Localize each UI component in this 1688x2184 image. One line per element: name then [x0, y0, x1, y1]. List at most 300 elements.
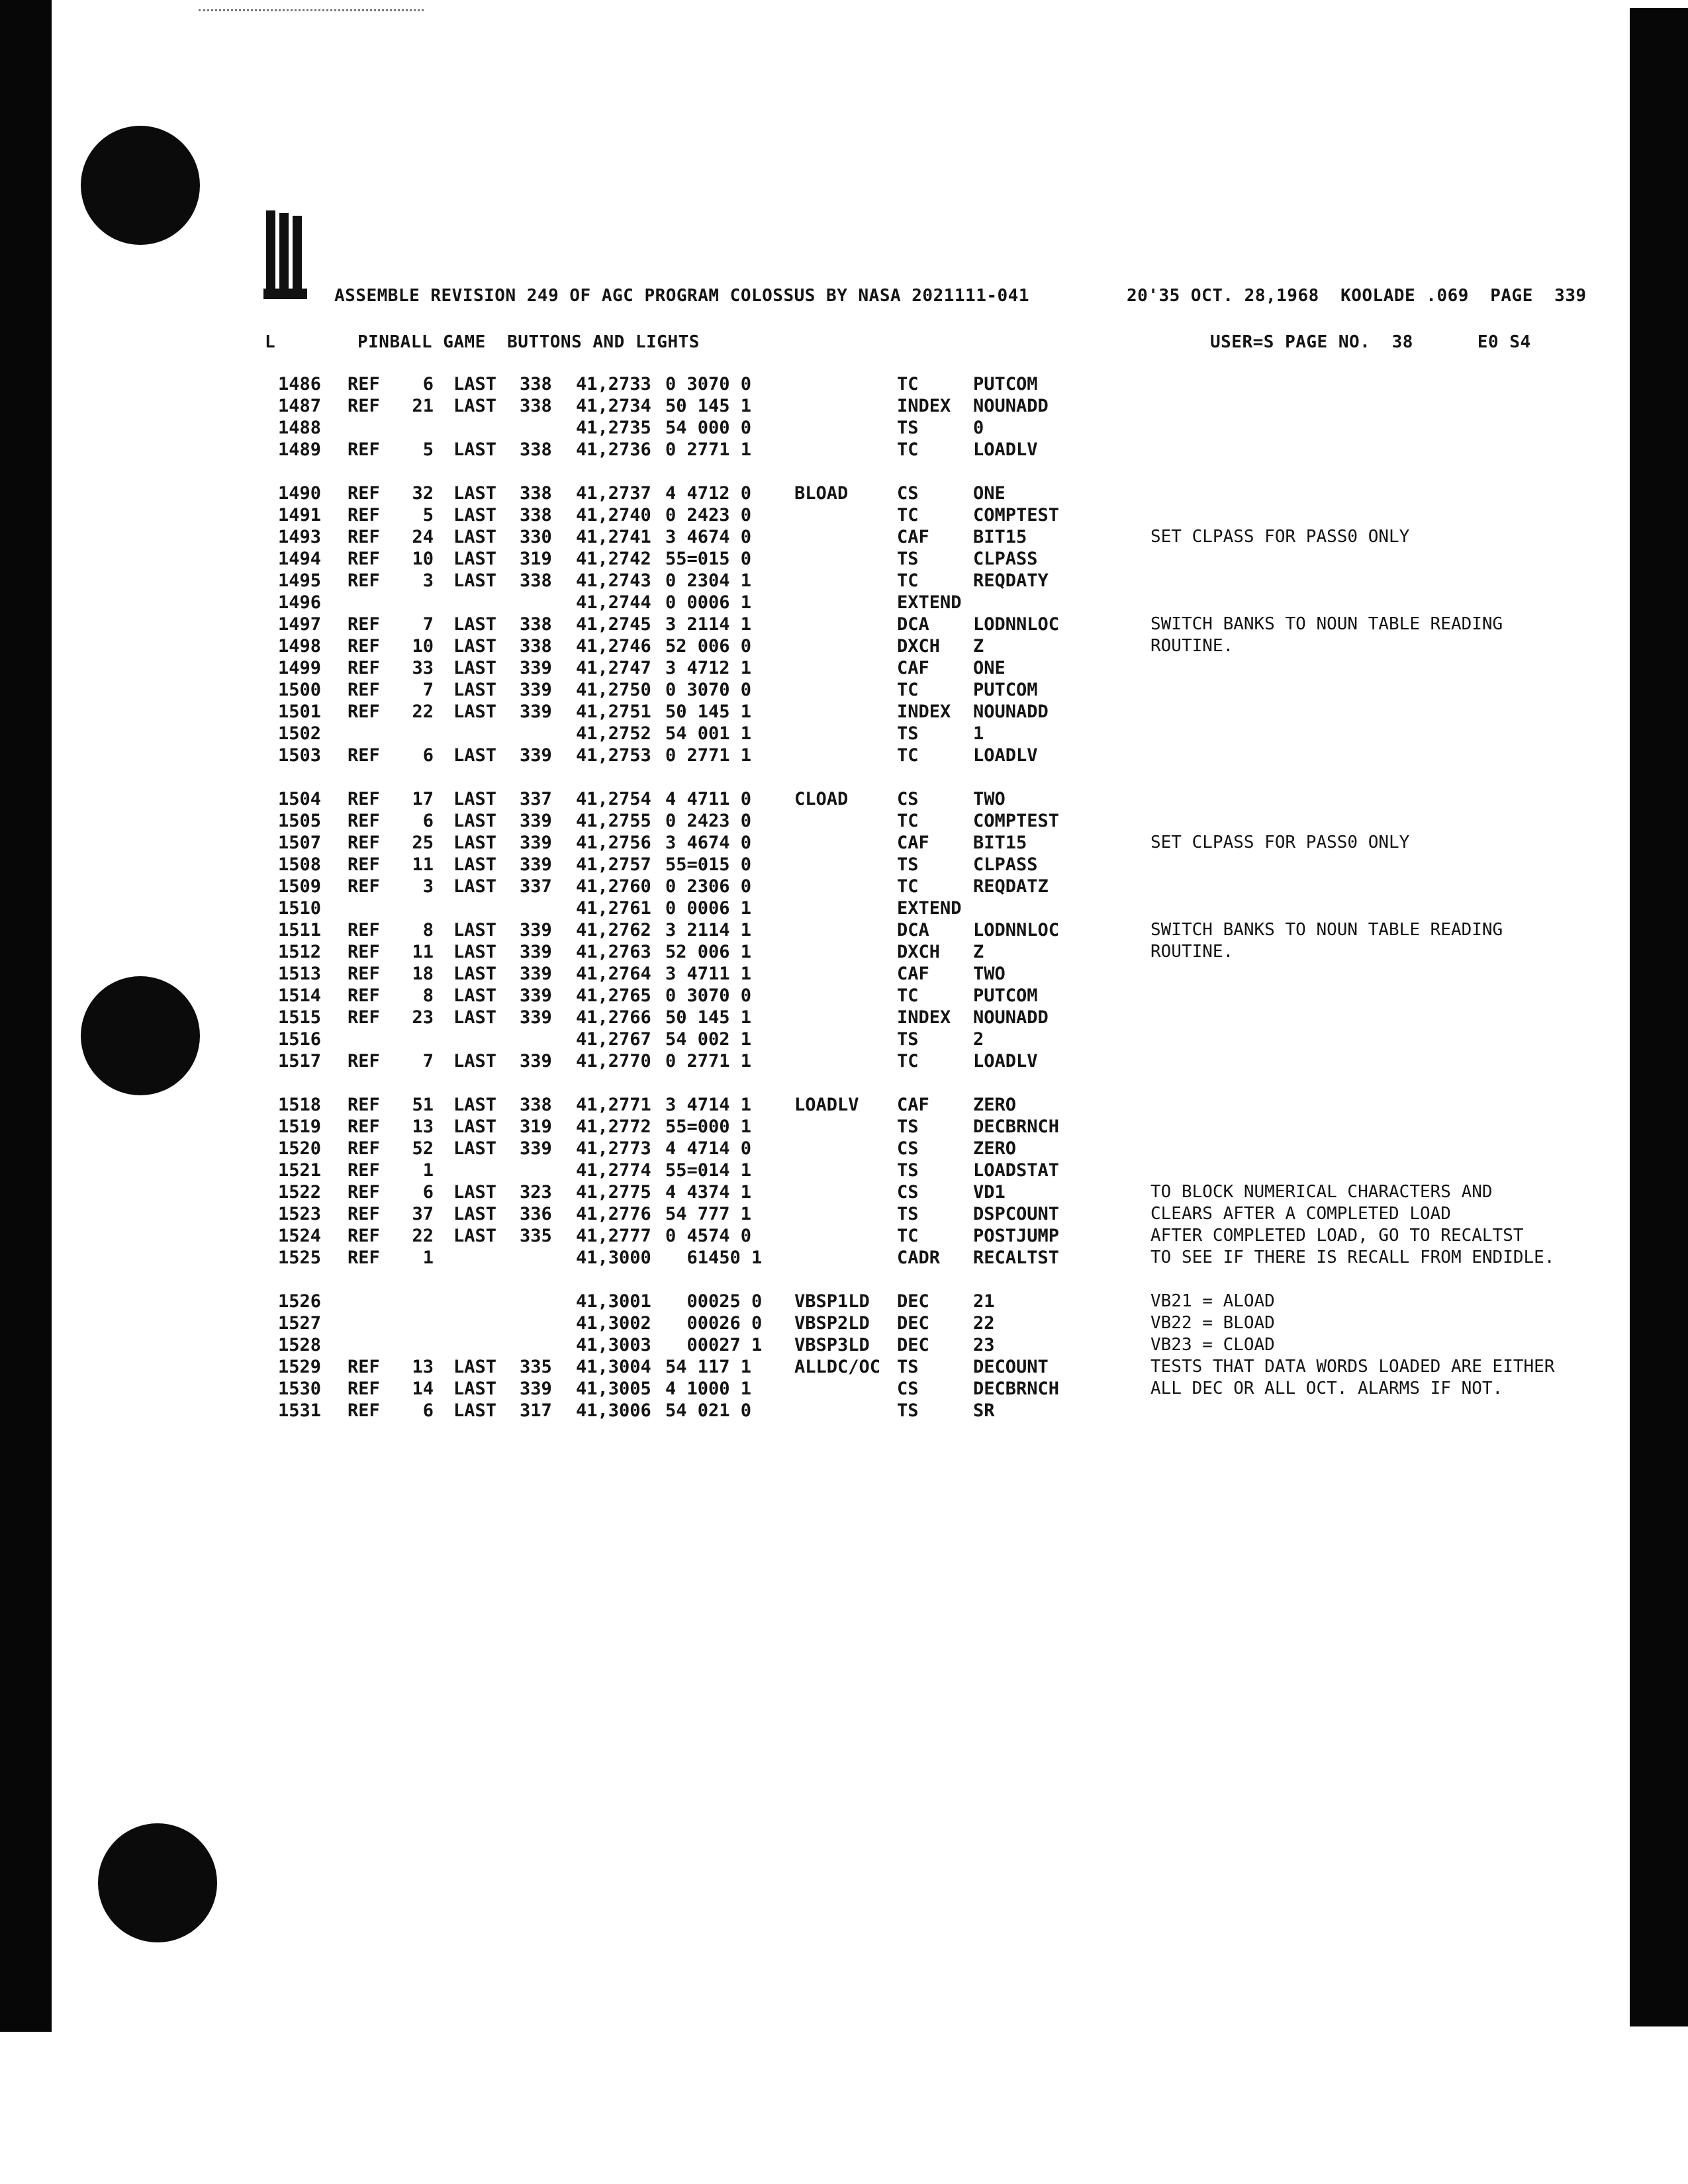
operand: CLPASS	[973, 854, 1038, 875]
ref-marker: REF	[348, 1116, 380, 1137]
ref-marker: REF	[348, 789, 380, 809]
opcode: CAF	[897, 964, 929, 984]
operand: REQDATZ	[973, 876, 1049, 897]
ref-marker: REF	[348, 483, 380, 504]
user-page-number: 38	[1391, 332, 1413, 352]
symbol-label: CLOAD	[794, 789, 849, 809]
octal-word: 0 2771 1	[665, 745, 752, 766]
operand: BIT15	[973, 833, 1027, 853]
last-page: 319	[520, 549, 552, 569]
user-page-label: USER=S PAGE NO.	[1210, 332, 1371, 352]
address: 41,2762	[576, 920, 651, 940]
line-number: 1496	[277, 592, 321, 613]
line-number: 1488	[277, 418, 321, 438]
operand: VD1	[973, 1182, 1006, 1203]
ref-count: 24	[412, 527, 434, 547]
operand: NOUNADD	[973, 1007, 1049, 1028]
operand: 0	[973, 418, 984, 438]
last-page: 339	[520, 811, 552, 831]
ref-marker: REF	[348, 527, 380, 547]
address: 41,2773	[576, 1138, 651, 1159]
opcode: TC	[897, 570, 919, 591]
last-marker: LAST	[453, 854, 497, 875]
ref-marker: REF	[348, 570, 380, 591]
ref-count: 5	[422, 439, 434, 460]
last-marker: LAST	[453, 833, 497, 853]
address: 41,2746	[576, 636, 651, 657]
ref-count: 1	[422, 1160, 434, 1181]
operand: Z	[973, 942, 984, 962]
last-page: 339	[520, 964, 552, 984]
octal-word: 0 2306 0	[665, 876, 752, 897]
last-page: 338	[520, 483, 552, 504]
symbol-label: VBSP1LD	[794, 1291, 870, 1312]
line-number: 1498	[277, 636, 321, 657]
line-number: 1490	[277, 483, 321, 504]
line-number: 1515	[277, 1007, 321, 1028]
octal-word: 54 002 1	[665, 1029, 752, 1050]
opcode: CS	[897, 789, 919, 809]
listing-row	[252, 527, 1609, 549]
address: 41,3000	[576, 1248, 651, 1268]
ref-count: 32	[412, 483, 434, 504]
operand: 2	[973, 1029, 984, 1050]
last-page: 317	[520, 1400, 552, 1421]
listing-row	[252, 723, 1609, 745]
last-marker: LAST	[453, 1400, 497, 1421]
last-page: 335	[520, 1357, 552, 1377]
octal-word: 3 2114 1	[665, 920, 752, 940]
ref-count: 23	[412, 1007, 434, 1028]
listing-row	[252, 636, 1609, 658]
last-page: 339	[520, 680, 552, 700]
address: 41,2734	[576, 396, 651, 416]
listing-row	[252, 1204, 1609, 1226]
address: 41,2761	[576, 898, 651, 919]
octal-word: 0 3070 0	[665, 680, 752, 700]
line-number: 1509	[277, 876, 321, 897]
opcode: TC	[897, 876, 919, 897]
ref-marker: REF	[348, 1379, 380, 1399]
opcode: TC	[897, 439, 919, 460]
line-number: 1527	[277, 1313, 321, 1334]
last-page: 339	[520, 1138, 552, 1159]
scan-artifact	[199, 9, 424, 11]
line-number: 1503	[277, 745, 321, 766]
last-page: 339	[520, 920, 552, 940]
bank-code: E0 S4	[1477, 332, 1531, 352]
listing-datetime-block	[1127, 286, 1587, 306]
line-number: 1513	[277, 964, 321, 984]
octal-word: 00026 0	[665, 1313, 763, 1334]
octal-word: 0 4574 0	[665, 1226, 752, 1246]
ref-count: 8	[422, 985, 434, 1006]
listing-row	[252, 876, 1609, 898]
octal-word: 0 0006 1	[665, 592, 752, 613]
last-page: 338	[520, 1095, 552, 1115]
listing-row	[252, 1357, 1609, 1379]
line-number: 1523	[277, 1204, 321, 1224]
last-marker: LAST	[453, 942, 497, 962]
comment: CLEARS AFTER A COMPLETED LOAD	[1150, 1204, 1451, 1224]
opcode: TC	[897, 1051, 919, 1071]
listing-row	[252, 789, 1609, 811]
last-page: 337	[520, 876, 552, 897]
octal-word: 55=015 0	[665, 549, 752, 569]
ref-count: 21	[412, 396, 434, 416]
opcode: TS	[897, 549, 919, 569]
last-page: 339	[520, 1379, 552, 1399]
page-number: 339	[1554, 286, 1587, 306]
comment: SET CLPASS FOR PASS0 ONLY	[1150, 527, 1410, 547]
comment: VB23 = CLOAD	[1150, 1335, 1275, 1355]
address: 41,2740	[576, 505, 651, 525]
ref-count: 7	[422, 680, 434, 700]
address: 41,3002	[576, 1313, 651, 1334]
address: 41,2777	[576, 1226, 651, 1246]
line-number: 1500	[277, 680, 321, 700]
opcode: INDEX	[897, 702, 951, 722]
operand: PUTCOM	[973, 680, 1038, 700]
address: 41,2775	[576, 1182, 651, 1203]
ref-count: 8	[422, 920, 434, 940]
octal-word: 55=000 1	[665, 1116, 752, 1137]
operand: ONE	[973, 658, 1006, 678]
line-number: 1504	[277, 789, 321, 809]
ref-count: 52	[412, 1138, 434, 1159]
last-page: 337	[520, 789, 552, 809]
operand: DECOUNT	[973, 1357, 1049, 1377]
address: 41,2747	[576, 658, 651, 678]
address: 41,2744	[576, 592, 651, 613]
octal-word: 50 145 1	[665, 396, 752, 416]
address: 41,2767	[576, 1029, 651, 1050]
operand: LOADLV	[973, 1051, 1038, 1071]
listing-row	[252, 1029, 1609, 1051]
last-marker: LAST	[453, 1007, 497, 1028]
listing-row	[252, 1248, 1609, 1269]
line-number: 1501	[277, 702, 321, 722]
line-number: 1487	[277, 396, 321, 416]
last-marker: LAST	[453, 439, 497, 460]
ref-count: 51	[412, 1095, 434, 1115]
listing-row	[252, 702, 1609, 723]
operand: COMPTEST	[973, 505, 1060, 525]
scan-border-right	[1630, 8, 1688, 2026]
listing-row	[252, 1400, 1609, 1422]
comment: ROUTINE.	[1150, 942, 1234, 962]
ref-marker: REF	[348, 811, 380, 831]
octal-word: 50 145 1	[665, 1007, 752, 1028]
operand: COMPTEST	[973, 811, 1060, 831]
ref-marker: REF	[348, 985, 380, 1006]
last-page: 339	[520, 833, 552, 853]
listing-row	[252, 1379, 1609, 1400]
octal-word: 00027 1	[665, 1335, 763, 1355]
line-number: 1520	[277, 1138, 321, 1159]
operand: 22	[973, 1313, 995, 1334]
opcode: TS	[897, 1400, 919, 1421]
opcode: TS	[897, 1029, 919, 1050]
line-number: 1516	[277, 1029, 321, 1050]
ref-marker: REF	[348, 920, 380, 940]
operand: LOADSTAT	[973, 1160, 1060, 1181]
ref-count: 25	[412, 833, 434, 853]
ref-marker: REF	[348, 854, 380, 875]
printer-banner-mark-icon	[263, 210, 316, 303]
opcode: EXTEND	[897, 592, 962, 613]
listing-row	[252, 1138, 1609, 1160]
line-number: 1519	[277, 1116, 321, 1137]
opcode: TS	[897, 1204, 919, 1224]
assembly-listing	[252, 374, 1609, 1422]
ref-count: 6	[422, 1400, 434, 1421]
punch-hole-middle	[81, 976, 200, 1095]
line-number: 1522	[277, 1182, 321, 1203]
opcode: DEC	[897, 1335, 929, 1355]
octal-word: 54 117 1	[665, 1357, 752, 1377]
operand: 1	[973, 723, 984, 744]
listing-row	[252, 505, 1609, 527]
octal-word: 4 4714 0	[665, 1138, 752, 1159]
operand: TWO	[973, 789, 1006, 809]
punch-hole-bottom	[98, 1823, 217, 1942]
last-marker: LAST	[453, 702, 497, 722]
opcode: DXCH	[897, 942, 941, 962]
listing-row	[252, 898, 1609, 920]
opcode: CAF	[897, 833, 929, 853]
opcode: DCA	[897, 614, 929, 635]
octal-word: 50 145 1	[665, 702, 752, 722]
operand: NOUNADD	[973, 396, 1049, 416]
last-page: 339	[520, 702, 552, 722]
last-marker: LAST	[453, 985, 497, 1006]
octal-word: 61450 1	[665, 1248, 763, 1268]
last-page: 339	[520, 854, 552, 875]
ref-count: 7	[422, 1051, 434, 1071]
octal-word: 54 001 1	[665, 723, 752, 744]
last-page: 323	[520, 1182, 552, 1203]
octal-word: 55=015 0	[665, 854, 752, 875]
ref-count: 10	[412, 636, 434, 657]
line-number: 1510	[277, 898, 321, 919]
listing-row	[252, 396, 1609, 418]
ref-marker: REF	[348, 549, 380, 569]
opcode: CS	[897, 1182, 919, 1203]
last-marker: LAST	[453, 1357, 497, 1377]
octal-word: 55=014 1	[665, 1160, 752, 1181]
opcode: DEC	[897, 1313, 929, 1334]
scan-border-left	[0, 0, 52, 2032]
last-page: 339	[520, 1051, 552, 1071]
comment: VB21 = ALOAD	[1150, 1291, 1275, 1311]
opcode: DEC	[897, 1291, 929, 1312]
listing-row	[252, 811, 1609, 833]
comment: SWITCH BANKS TO NOUN TABLE READING	[1150, 614, 1503, 634]
octal-word: 0 3070 0	[665, 985, 752, 1006]
symbol-label: VBSP2LD	[794, 1313, 870, 1334]
operand: BIT15	[973, 527, 1027, 547]
octal-word: 4 4711 0	[665, 789, 752, 809]
last-page: 339	[520, 985, 552, 1006]
operand: CLPASS	[973, 549, 1038, 569]
octal-word: 3 2114 1	[665, 614, 752, 635]
operand: ONE	[973, 483, 1006, 504]
operand: LOADLV	[973, 745, 1038, 766]
last-page: 338	[520, 505, 552, 525]
octal-word: 54 021 0	[665, 1400, 752, 1421]
comment: ALL DEC OR ALL OCT. ALARMS IF NOT.	[1150, 1379, 1503, 1398]
opcode: INDEX	[897, 1007, 951, 1028]
ref-marker: REF	[348, 1248, 380, 1268]
comment: ROUTINE.	[1150, 636, 1234, 656]
address: 41,2774	[576, 1160, 651, 1181]
listing-row	[252, 1160, 1609, 1182]
octal-word: 3 4674 0	[665, 527, 752, 547]
last-marker: LAST	[453, 1204, 497, 1224]
user-page-block	[1210, 332, 1531, 352]
comment: AFTER COMPLETED LOAD, GO TO RECALTST	[1150, 1226, 1524, 1246]
ref-marker: REF	[348, 942, 380, 962]
operand: SR	[973, 1400, 995, 1421]
last-marker: LAST	[453, 1138, 497, 1159]
comment: SET CLPASS FOR PASS0 ONLY	[1150, 833, 1410, 852]
ref-count: 14	[412, 1379, 434, 1399]
listing-row	[252, 1291, 1609, 1313]
line-number: 1526	[277, 1291, 321, 1312]
koolade-version: KOOLADE .069	[1340, 286, 1469, 306]
operand: LODNNLOC	[973, 920, 1060, 940]
line-number: 1497	[277, 614, 321, 635]
last-page: 338	[520, 396, 552, 416]
ref-count: 22	[412, 702, 434, 722]
opcode: TC	[897, 811, 919, 831]
line-number: 1502	[277, 723, 321, 744]
ref-marker: REF	[348, 658, 380, 678]
opcode: DXCH	[897, 636, 941, 657]
operand: ZERO	[973, 1138, 1017, 1159]
listing-row	[252, 1095, 1609, 1116]
last-marker: LAST	[453, 570, 497, 591]
ref-count: 6	[422, 811, 434, 831]
line-number: 1511	[277, 920, 321, 940]
section-title: PINBALL GAME BUTTONS AND LIGHTS	[357, 332, 700, 352]
octal-word: 3 4712 1	[665, 658, 752, 678]
line-number: 1507	[277, 833, 321, 853]
ref-marker: REF	[348, 1138, 380, 1159]
punch-hole-top	[81, 126, 200, 245]
last-page: 338	[520, 570, 552, 591]
opcode: TS	[897, 1357, 919, 1377]
last-marker: LAST	[453, 789, 497, 809]
line-number: 1486	[277, 374, 321, 394]
opcode: CAF	[897, 658, 929, 678]
comment: SWITCH BANKS TO NOUN TABLE READING	[1150, 920, 1503, 940]
listing-row	[252, 483, 1609, 505]
opcode: TC	[897, 505, 919, 525]
opcode: TC	[897, 374, 919, 394]
last-marker: LAST	[453, 483, 497, 504]
last-marker: LAST	[453, 876, 497, 897]
opcode: CAF	[897, 1095, 929, 1115]
operand: 23	[973, 1335, 995, 1355]
line-number: 1494	[277, 549, 321, 569]
ref-count: 10	[412, 549, 434, 569]
last-marker: LAST	[453, 964, 497, 984]
address: 41,2753	[576, 745, 651, 766]
address: 41,2770	[576, 1051, 651, 1071]
operand: 21	[973, 1291, 995, 1312]
ref-marker: REF	[348, 1357, 380, 1377]
address: 41,3001	[576, 1291, 651, 1312]
address: 41,2735	[576, 418, 651, 438]
line-number: 1524	[277, 1226, 321, 1246]
line-number: 1528	[277, 1335, 321, 1355]
listing-row	[252, 964, 1609, 985]
last-marker: LAST	[453, 1379, 497, 1399]
listing-row	[252, 745, 1609, 767]
listing-row	[252, 374, 1609, 396]
line-number: 1517	[277, 1051, 321, 1071]
opcode: DCA	[897, 920, 929, 940]
last-marker: LAST	[453, 1051, 497, 1071]
listing-row	[252, 658, 1609, 680]
line-number: 1518	[277, 1095, 321, 1115]
symbol-label: LOADLV	[794, 1095, 859, 1115]
ref-marker: REF	[348, 1051, 380, 1071]
last-page: 339	[520, 658, 552, 678]
ref-count: 7	[422, 614, 434, 635]
last-marker: LAST	[453, 505, 497, 525]
symbol-label: VBSP3LD	[794, 1335, 870, 1355]
listing-row	[252, 985, 1609, 1007]
operand: DECBRNCH	[973, 1116, 1060, 1137]
octal-word: 0 2304 1	[665, 570, 752, 591]
ref-marker: REF	[348, 614, 380, 635]
address: 41,2765	[576, 985, 651, 1006]
ref-marker: REF	[348, 702, 380, 722]
line-number: 1493	[277, 527, 321, 547]
ref-marker: REF	[348, 396, 380, 416]
last-page: 338	[520, 439, 552, 460]
last-page: 339	[520, 1007, 552, 1028]
operand: NOUNADD	[973, 702, 1049, 722]
address: 41,2760	[576, 876, 651, 897]
listing-title: ASSEMBLE REVISION 249 OF AGC PROGRAM COLOSSUS BY NASA 2021111-041	[334, 286, 1029, 306]
line-number: 1521	[277, 1160, 321, 1181]
last-page: 338	[520, 374, 552, 394]
listing-row	[252, 1226, 1609, 1248]
last-page: 336	[520, 1204, 552, 1224]
octal-word: 0 2423 0	[665, 811, 752, 831]
octal-word: 4 1000 1	[665, 1379, 752, 1399]
address: 41,2736	[576, 439, 651, 460]
comment: VB22 = BLOAD	[1150, 1313, 1275, 1333]
last-marker: LAST	[453, 1095, 497, 1115]
last-marker: LAST	[453, 614, 497, 635]
symbol-label: ALLDC/OC	[794, 1357, 881, 1377]
page-label: PAGE	[1490, 286, 1533, 306]
octal-word: 4 4374 1	[665, 1182, 752, 1203]
line-number: 1514	[277, 985, 321, 1006]
last-marker: LAST	[453, 920, 497, 940]
octal-word: 0 2771 1	[665, 1051, 752, 1071]
opcode: CS	[897, 1138, 919, 1159]
operand: PUTCOM	[973, 374, 1038, 394]
octal-word: 52 006 1	[665, 942, 752, 962]
octal-word: 52 006 0	[665, 636, 752, 657]
operand: LOADLV	[973, 439, 1038, 460]
